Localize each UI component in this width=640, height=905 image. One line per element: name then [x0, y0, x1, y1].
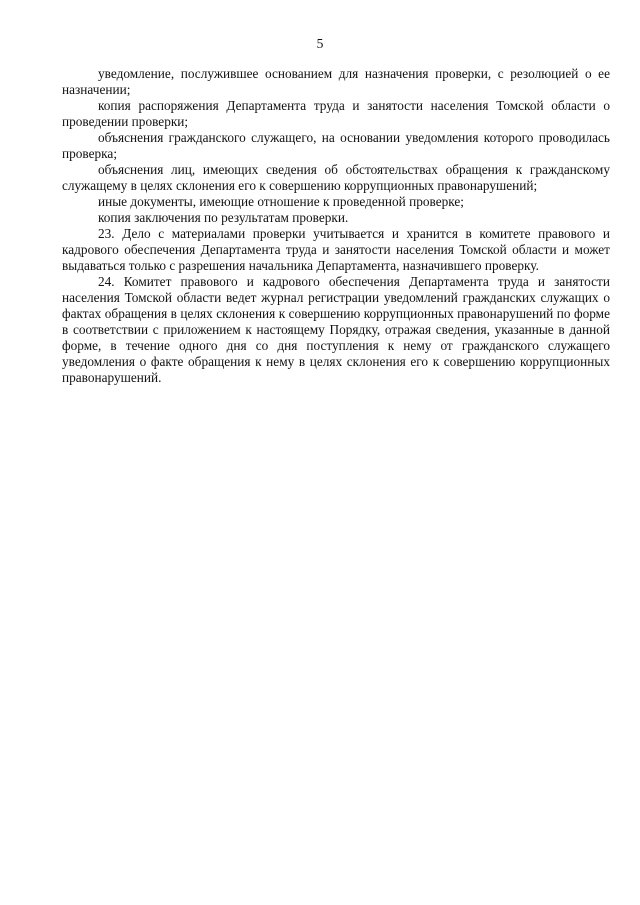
- paragraph-item-24: 24. Комитет правового и кадрового обеспечения Департамента труда и занятости населения Томской области ведет журнал регистрации уведомлений гражданских служащих о фактах обращения в целях склонения к совершению коррупционных правонарушений по форме в соответствии с приложением к настоящему Порядку, отражая сведения, указанные в данной форме, в течение одного дня со дня поступления к нему от гражданского служащего уведомления о факте обращения к нему в целях склонения его к совершению коррупционных правонарушений.: [62, 274, 610, 385]
- page-number: 5: [316, 36, 324, 51]
- paragraph-other-documents: иные документы, имеющие отношение к проведенной проверке;: [98, 194, 464, 209]
- paragraph-employee-explanation: объяснения гражданского служащего, на основании уведомления которого проводилась проверка;: [62, 130, 610, 161]
- paragraph-witness-explanations: объяснения лиц, имеющих сведения об обстоятельствах обращения к гражданскому служащему в целях склонения его к совершению коррупционных правонарушений;: [62, 162, 610, 193]
- paragraph-notification: уведомление, послужившее основанием для назначения проверки, с резолюцией о ее назначении;: [62, 66, 610, 97]
- paragraph-conclusion-copy: копия заключения по результатам проверки.: [98, 210, 349, 225]
- paragraph-item-23: 23. Дело с материалами проверки учитывается и хранится в комитете правового и кадрового обеспечения Департамента труда и занятости населения Томской области и может выдаваться только с разрешения начальника Департамента, назначившего проверку.: [62, 226, 610, 273]
- document-body: [62, 66, 610, 386]
- paragraph-order-copy: копия распоряжения Департамента труда и занятости населения Томской области о проведении проверки;: [62, 98, 610, 129]
